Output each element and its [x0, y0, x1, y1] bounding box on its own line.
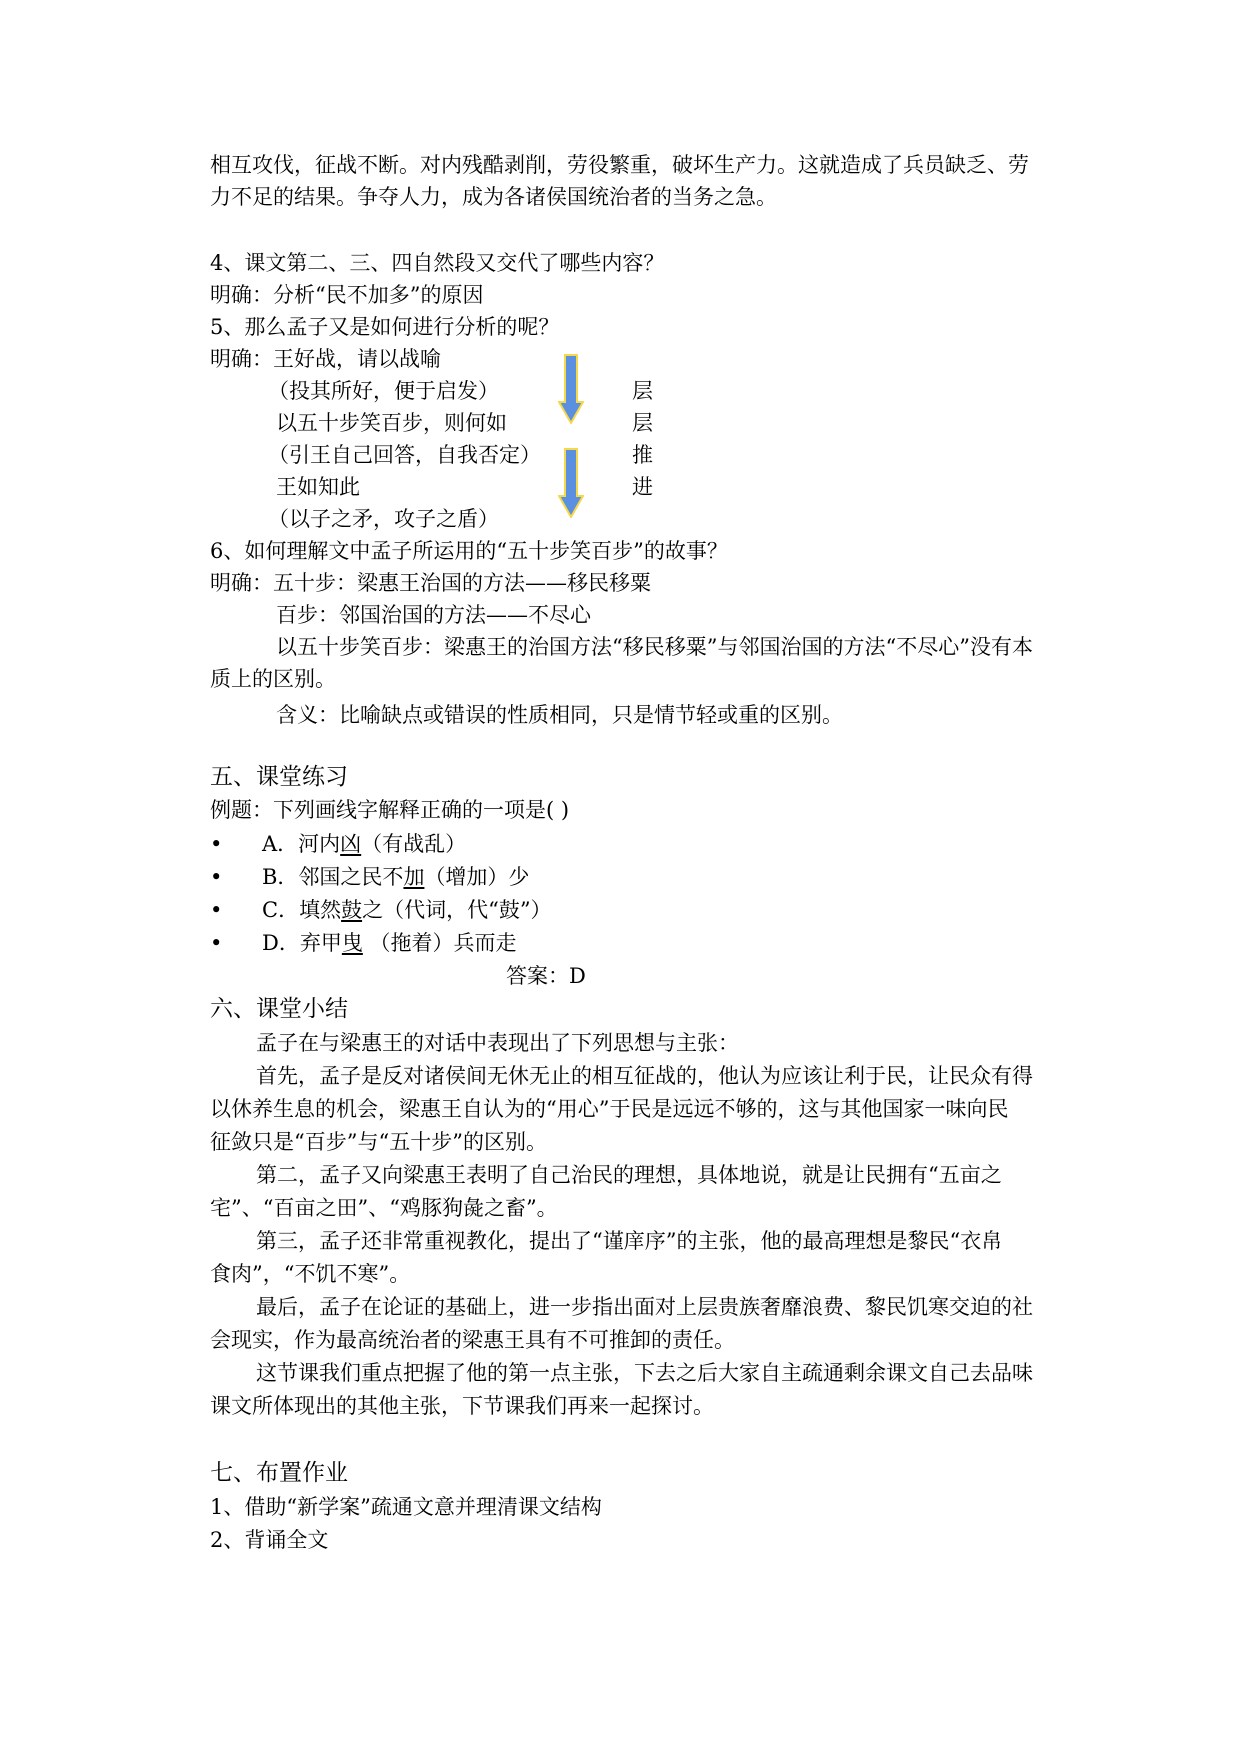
answer-5-line: 明确：王好战，请以战喻 — [210, 347, 441, 371]
intro-line-2: 力不足的结果。争夺人力，成为各诸侯国统治者的当务之急。 — [210, 185, 777, 209]
question-5: 5、那么孟子又是如何进行分析的呢？ — [210, 315, 560, 339]
intro-line-1: 相互攻伐，征战不断。对内残酷剥削，劳役繁重，破坏生产力。这就造成了兵员缺乏、劳 — [210, 153, 1029, 177]
down-arrow-icon — [558, 448, 584, 518]
summary-paragraph-1: 征敛只是“百步”与“五十步”的区别。 — [210, 1130, 547, 1154]
answer-6-line-4: 质上的区别。 — [210, 667, 336, 691]
summary-paragraph-1: 以休养生息的机会，梁惠王自认为的“用心”于民是远远不够的，这与其他国家一味向民 — [210, 1097, 1009, 1121]
summary-intro: 孟子在与梁惠王的对话中表现出了下列思想与主张： — [256, 1031, 739, 1055]
side-char: 推 — [632, 443, 653, 467]
summary-paragraph-4: 最后，孟子在论证的基础上，进一步指出面对上层贵族奢靡浪费、黎民饥寒交迫的社 — [256, 1295, 1033, 1319]
answer-6-line-5: 含义：比喻缺点或错误的性质相同，只是情节轻或重的区别。 — [276, 703, 843, 727]
exercise-answer: 答案：D — [506, 964, 586, 988]
bullet: • — [210, 931, 223, 955]
answer-6-line-2: 百步：邻国治国的方法——不尽心 — [276, 603, 591, 627]
option-a: A．河内凶（有战乱） — [262, 832, 467, 856]
answer-4: 明确：分析“民不加多”的原因 — [210, 283, 484, 307]
homework-item: 2、背诵全文 — [210, 1528, 329, 1552]
question-6: 6、如何理解文中孟子所运用的“五十步笑百步”的故事？ — [210, 539, 728, 563]
exercise-question: 例题：下列画线字解释正确的一项是( ) — [210, 798, 570, 822]
side-char: 层 — [632, 379, 653, 403]
section-heading-homework: 七、布置作业 — [210, 1460, 348, 1486]
summary-paragraph-3: 第三，孟子还非常重视教化，提出了“谨庠序”的主张，他的最高理想是黎民“衣帛 — [256, 1229, 1003, 1253]
summary-paragraph-4: 会现实，作为最高统治者的梁惠王具有不可推卸的责任。 — [210, 1328, 735, 1352]
answer-5-line: （引王自己回答，自我否定） — [268, 443, 541, 467]
answer-5-line: （以子之矛，攻子之盾） — [268, 507, 499, 531]
option-d: D．弃甲曳 （拖着）兵而走 — [262, 931, 517, 955]
answer-6-line-3: 以五十步笑百步：梁惠王的治国方法“移民移粟”与邻国治国的方法“不尽心”没有本 — [276, 635, 1033, 659]
summary-paragraph-3: 食肉”，“不饥不寒”。 — [210, 1262, 411, 1286]
summary-paragraph-2: 第二，孟子又向梁惠王表明了自己治民的理想，具体地说，就是让民拥有“五亩之 — [256, 1163, 1002, 1187]
option-c: C．填然鼓之（代词，代“鼓”） — [262, 898, 552, 922]
side-char: 进 — [632, 475, 653, 499]
section-heading-exercise: 五、课堂练习 — [210, 764, 348, 790]
side-char: 层 — [632, 411, 653, 435]
down-arrow-icon — [558, 354, 584, 424]
homework-item: 1、借助“新学案”疏通文意并理清课文结构 — [210, 1495, 602, 1519]
answer-5-line: （投其所好，便于启发） — [268, 379, 499, 403]
question-4: 4、课文第二、三、四自然段又交代了哪些内容？ — [210, 251, 665, 275]
answer-6-line-1: 明确：五十步：梁惠王治国的方法——移民移粟 — [210, 571, 651, 595]
option-b: B．邻国之民不加（增加）少 — [262, 865, 530, 889]
answer-5-line: 以五十步笑百步，则何如 — [276, 411, 507, 435]
summary-paragraph-5: 这节课我们重点把握了他的第一点主张，下去之后大家自主疏通剩余课文自己去品味 — [256, 1361, 1033, 1385]
answer-5-line: 王如知此 — [276, 475, 360, 499]
bullet: • — [210, 865, 223, 889]
summary-paragraph-1: 首先，孟子是反对诸侯间无休无止的相互征战的，他认为应该让利于民，让民众有得 — [256, 1064, 1033, 1088]
bullet: • — [210, 832, 223, 856]
summary-paragraph-2: 宅”、“百亩之田”、“鸡豚狗彘之畜”。 — [210, 1196, 558, 1220]
section-heading-summary: 六、课堂小结 — [210, 996, 348, 1022]
summary-paragraph-5: 课文所体现出的其他主张，下节课我们再来一起探讨。 — [210, 1394, 714, 1418]
bullet: • — [210, 898, 223, 922]
